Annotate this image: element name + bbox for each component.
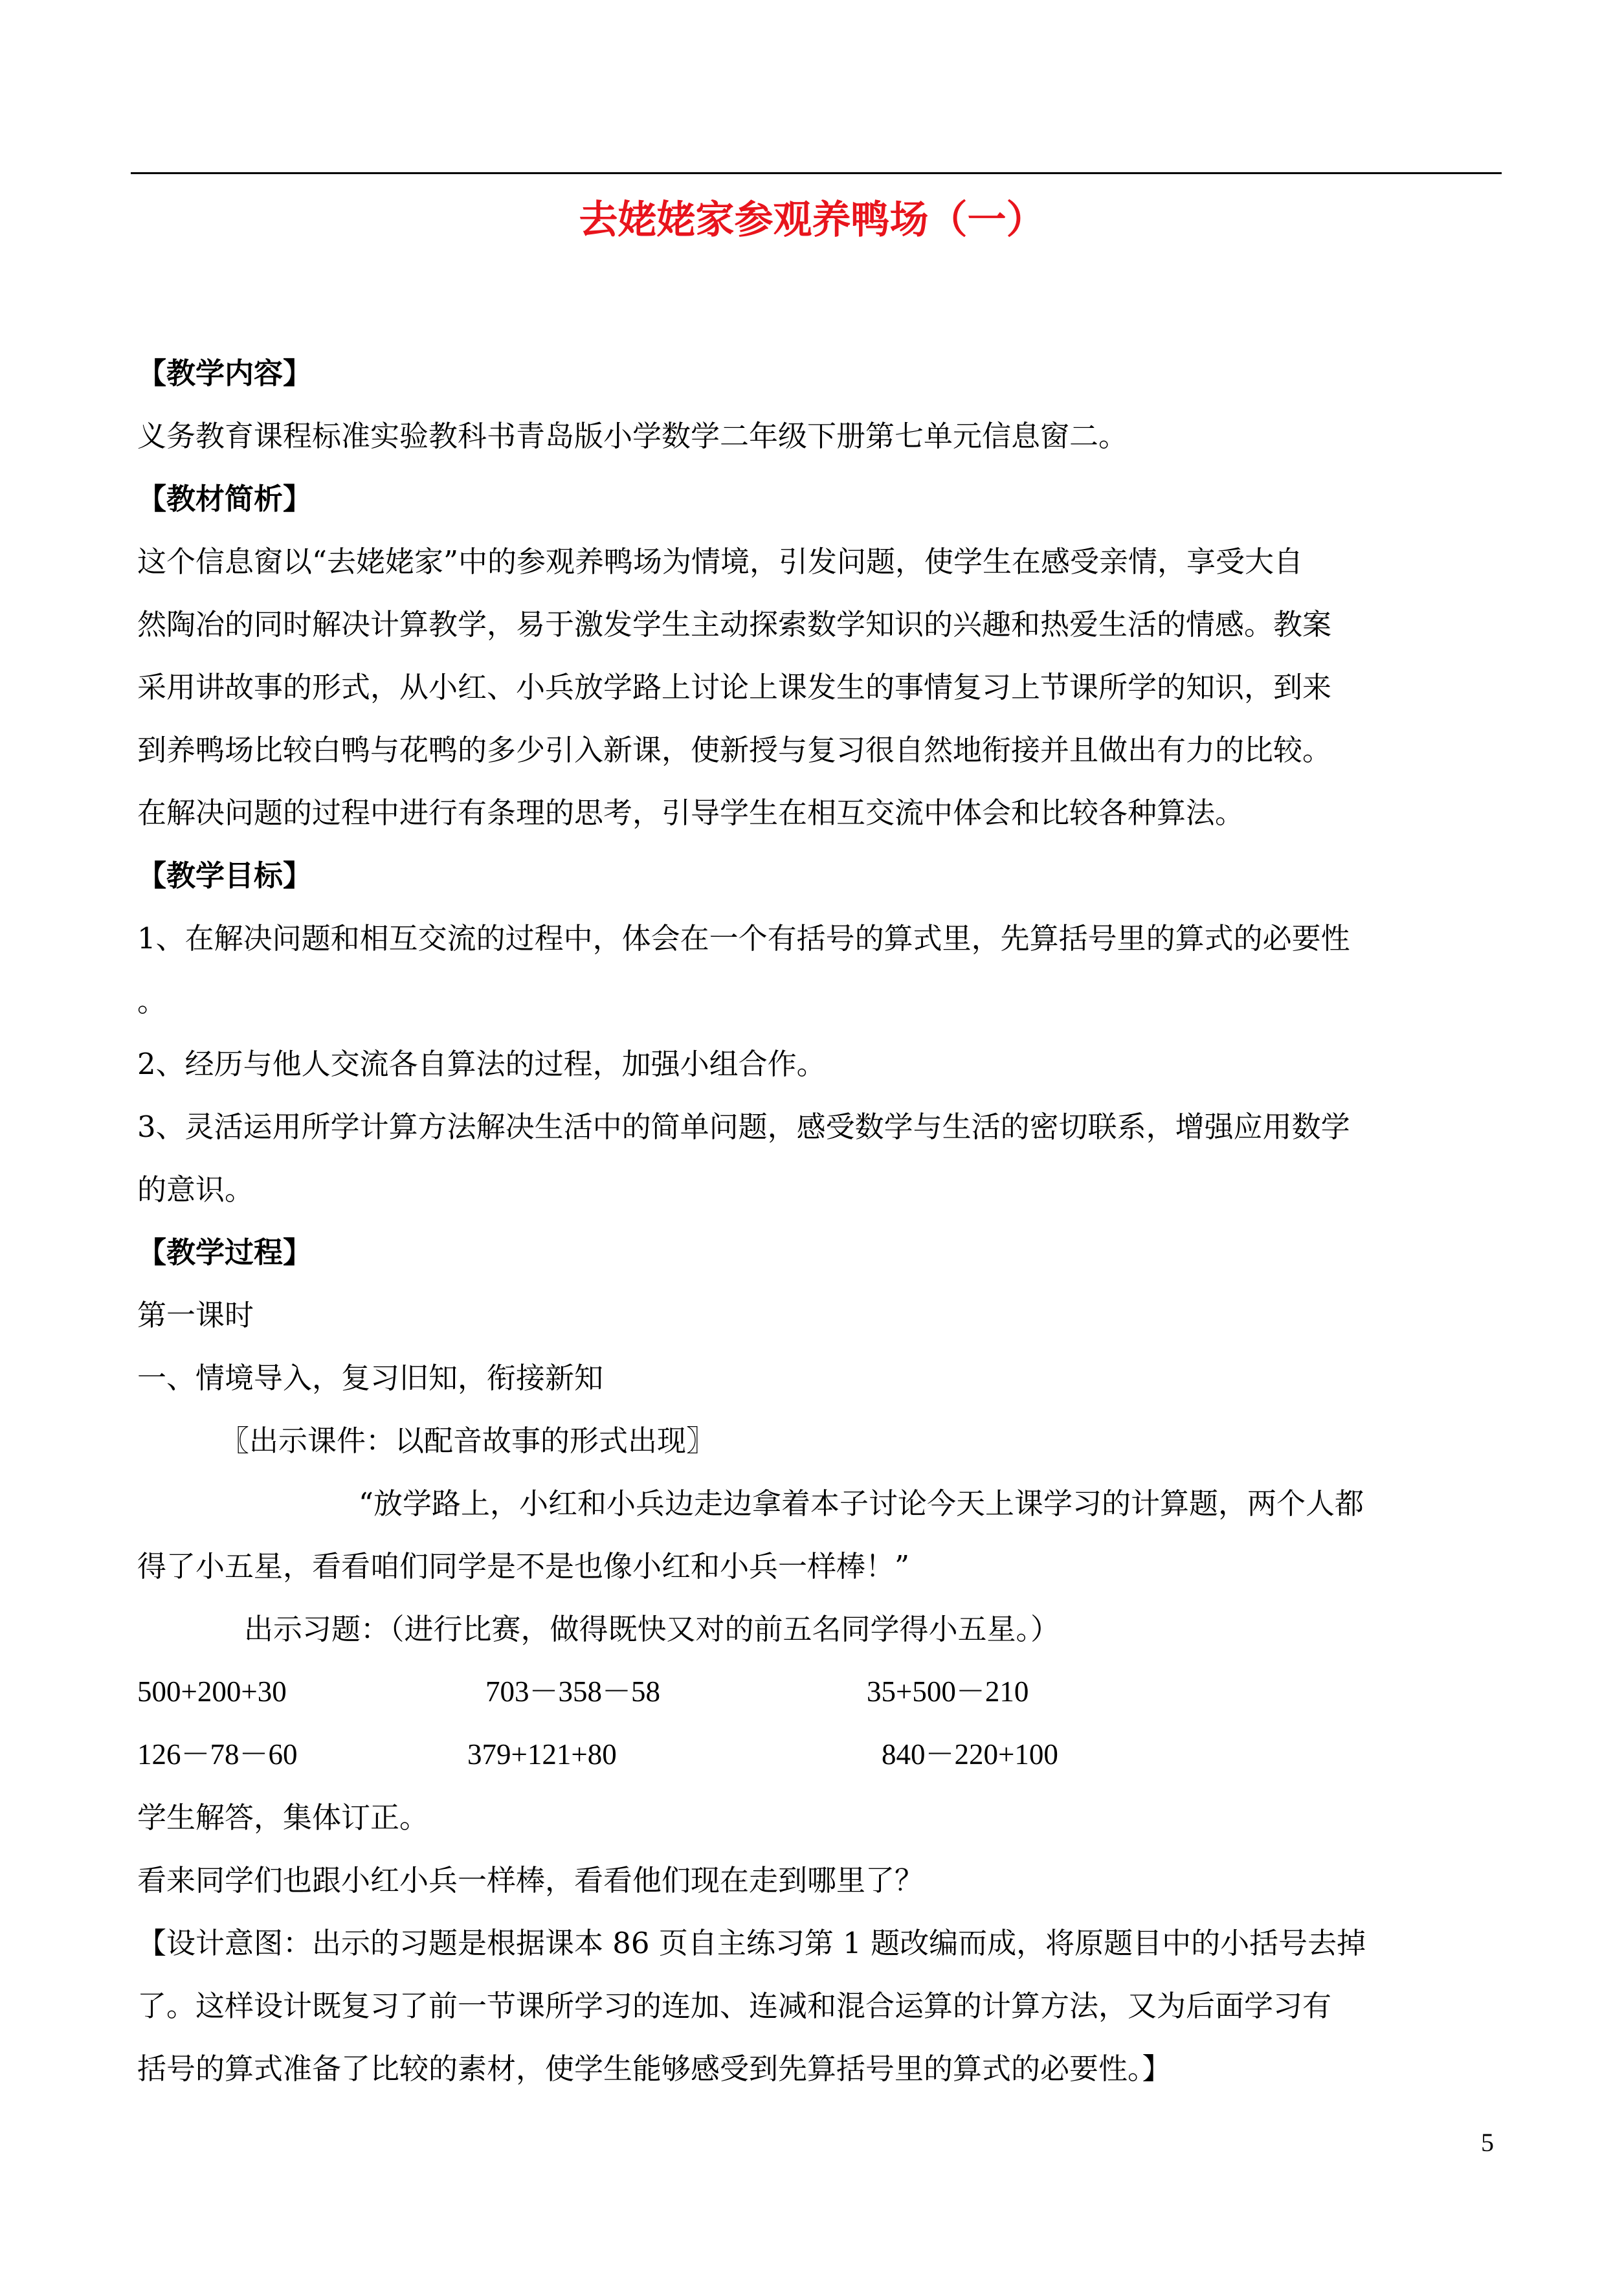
goal-line: 3、灵活运用所学计算方法解决生活中的简单问题，感受数学与生活的密切联系，增强应用数学 (137, 1110, 1350, 1144)
lesson-label: 第一课时 (137, 1298, 254, 1332)
goal-line: 2、经历与他人交流各自算法的过程，加强小组合作。 (137, 1047, 826, 1081)
analysis-line: 在解决问题的过程中进行有条理的思考，引导学生在相互交流中体会和比较各种算法。 (137, 796, 1245, 830)
material-analysis-heading: 【教材简析】 (137, 482, 313, 516)
analysis-line: 这个信息窗以“去姥姥家”中的参观养鸭场为情境，引发问题，使学生在感受亲情，享受大自 (137, 544, 1304, 579)
answer-note: 学生解答，集体订正。 (137, 1800, 429, 1835)
exercise-item: 840－220+100 (882, 1738, 1058, 1771)
analysis-line: 然陶冶的同时解决计算教学，易于激发学生主动探索数学知识的兴趣和热爱生活的情感。教案 (137, 607, 1332, 642)
goal-line: 1、在解决问题和相互交流的过程中，体会在一个有括号的算式里，先算括号里的算式的必要性 (137, 921, 1350, 956)
step-one: 一、情境导入，复习旧知，衔接新知 (137, 1361, 604, 1395)
goal-line: 的意识。 (137, 1172, 254, 1207)
teaching-process-heading: 【教学过程】 (137, 1235, 313, 1270)
story-line: “放学路上，小红和小兵边走边拿着本子讨论今天上课学习的计算题，两个人都 (359, 1486, 1364, 1521)
courseware-note: 〖出示课件：以配音故事的形式出现〗 (220, 1424, 716, 1458)
exercise-intro: 出示习题：（进行比赛，做得既快又对的前五名同学得小五星。） (244, 1612, 1060, 1646)
transition-text: 看来同学们也跟小红小兵一样棒，看看他们现在走到哪里了？ (137, 1863, 924, 1897)
exercise-item: 703－358－58 (485, 1675, 661, 1708)
teaching-content-heading: 【教学内容】 (137, 356, 313, 390)
goal-line: 。 (137, 984, 167, 1018)
design-intent-line: 括号的算式准备了比较的素材，使学生能够感受到先算括号里的算式的必要性。】 (137, 2052, 1172, 2086)
exercise-item: 500+200+30 (137, 1675, 287, 1708)
exercise-row (137, 1661, 1509, 1723)
teaching-content-text: 义务教育课程标准实验教科书青岛版小学数学二年级下册第七单元信息窗二。 (137, 419, 1128, 453)
page-number: 5 (1481, 2128, 1494, 2157)
analysis-line: 采用讲故事的形式，从小红、小兵放学路上讨论上课发生的事情复习上节课所学的知识，到来 (137, 670, 1332, 704)
exercise-item: 126－78－60 (137, 1738, 298, 1771)
exercise-item: 379+121+80 (467, 1738, 617, 1771)
analysis-line: 到养鸭场比较白鸭与花鸭的多少引入新课，使新授与复习很自然地衔接并且做出有力的比较。 (137, 733, 1332, 767)
exercise-row (137, 1723, 1509, 1786)
document-body (137, 342, 1509, 2100)
design-intent-line: 【设计意图：出示的习题是根据课本 86 页自主练习第 1 题改编而成，将原题目中的小括号去掉 (137, 1926, 1366, 1960)
story-line: 得了小五星，看看咱们同学是不是也像小红和小兵一样棒！” (137, 1549, 910, 1583)
teaching-goals-heading: 【教学目标】 (137, 858, 313, 893)
page-title: 去姥姥家参观养鸭场（一） (579, 197, 1045, 243)
design-intent-line: 了。这样设计既复习了前一节课所学习的连加、连减和混合运算的计算方法，又为后面学习有 (137, 1989, 1332, 2023)
top-rule (131, 172, 1502, 174)
exercise-item: 35+500－210 (867, 1675, 1029, 1708)
